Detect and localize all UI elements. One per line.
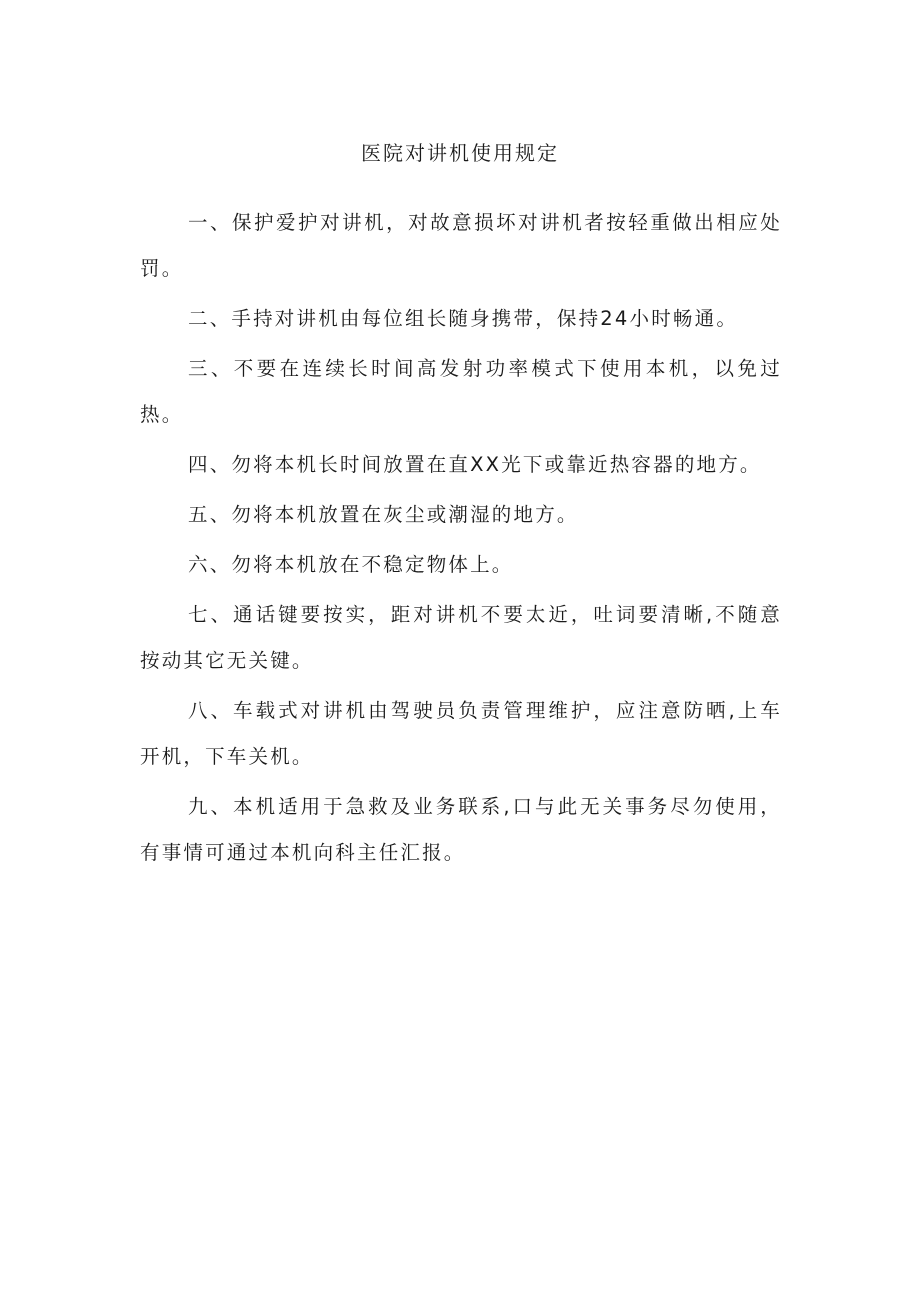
rule-paragraph-7: 七、通话键要按实，距对讲机不要太近，吐词要清晰,不随意按动其它无关键。: [140, 603, 782, 672]
rule-paragraph-4: 四、勿将本机长时间放置在直XX光下或靠近热容器的地方。: [188, 453, 762, 476]
rule-paragraph-3: 三、不要在连续长时间高发射功率模式下使用本机，以免过热。: [140, 357, 782, 426]
rule-paragraph-8: 八、车载式对讲机由驾驶员负责管理维护，应注意防晒,上车开机，下车关机。: [140, 699, 782, 768]
rule-paragraph-6: 六、勿将本机放在不稳定物体上。: [188, 553, 514, 576]
document-body: [140, 200, 782, 880]
rule-paragraph-5: 五、勿将本机放置在灰尘或潮湿的地方。: [188, 503, 579, 526]
rule-paragraph-1: 一、保护爱护对讲机，对故意损坏对讲机者按轻重做出相应处罚。: [140, 211, 782, 280]
document-title: 医院对讲机使用规定: [361, 141, 559, 165]
rule-paragraph-2: 二、手持对讲机由每位组长随身携带，保持24小时畅通。: [188, 307, 739, 330]
rule-paragraph-9: 九、本机适用于急救及业务联系,口与此无关事务尽勿使用，有事情可通过本机向科主任汇报。: [140, 795, 782, 864]
